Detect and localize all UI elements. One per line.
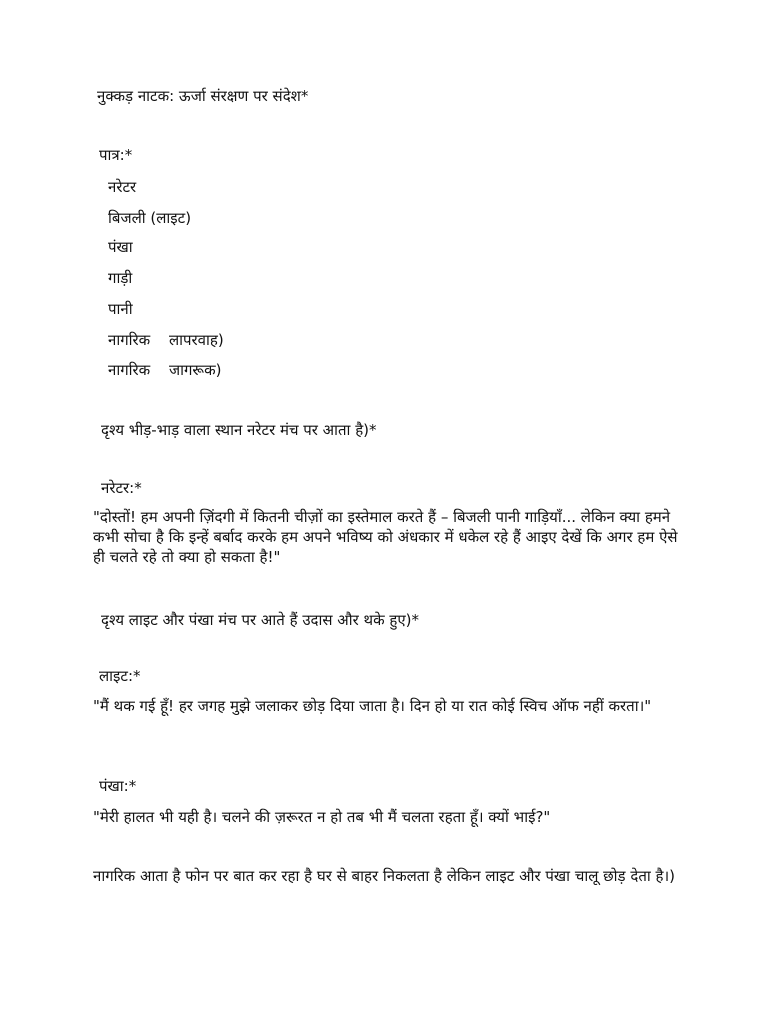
character-item: पंखा: [108, 238, 133, 256]
character-item: नरेटर: [108, 178, 137, 196]
stage-direction: नागरिक आता है फोन पर बात कर रहा है घर से बाहर निकलता है लेकिन लाइट और पंखा चालू छोड़ देता है।): [93, 867, 676, 885]
dialogue-light: "मैं थक गई हूँ! हर जगह मुझे जलाकर छोड़ दिया जाता है। दिन हो या रात कोई स्विच ऑफ नहीं करता।": [93, 697, 652, 715]
character-item: नागरिक जागरूक): [108, 361, 222, 379]
dialogue-narrator: "दोस्तों! हम अपनी ज़िंदगी में कितनी चीज़ों का इस्तेमाल करते हैं – बिजली पानी गाड़ियाँ... लेकिन क्या हमने कभी सोचा है कि इन्हें बर्बाद करके हम अपने भविष्य को अंधकार में धकेल रहे हैं आइए देखें कि अगर हम ऐसे ही चलते रहे तो क्या हो सकता है!": [93, 508, 678, 566]
scene-direction: दृश्य भीड़-भाड़ वाला स्थान नरेटर मंच पर आता है)*: [101, 421, 377, 439]
character-item: नागरिक लापरवाह): [108, 331, 224, 349]
characters-heading: पात्र:*: [99, 146, 133, 164]
play-title: नुक्कड़ नाटक: ऊर्जा संरक्षण पर संदेश*: [97, 87, 309, 105]
scene-direction: दृश्य लाइट और पंखा मंच पर आते हैं उदास और थके हुए)*: [101, 611, 420, 629]
speaker-label: लाइट:*: [99, 667, 141, 685]
character-item: बिजली (लाइट): [108, 209, 192, 227]
character-item: पानी: [108, 300, 133, 318]
speaker-label: पंखा:*: [99, 777, 137, 795]
character-item: गाड़ी: [108, 269, 133, 287]
speaker-label: नरेटर:*: [101, 479, 142, 497]
dialogue-fan: "मेरी हालत भी यही है। चलने की ज़रूरत न हो तब भी मैं चलता रहता हूँ। क्यों भाई?": [93, 808, 551, 826]
